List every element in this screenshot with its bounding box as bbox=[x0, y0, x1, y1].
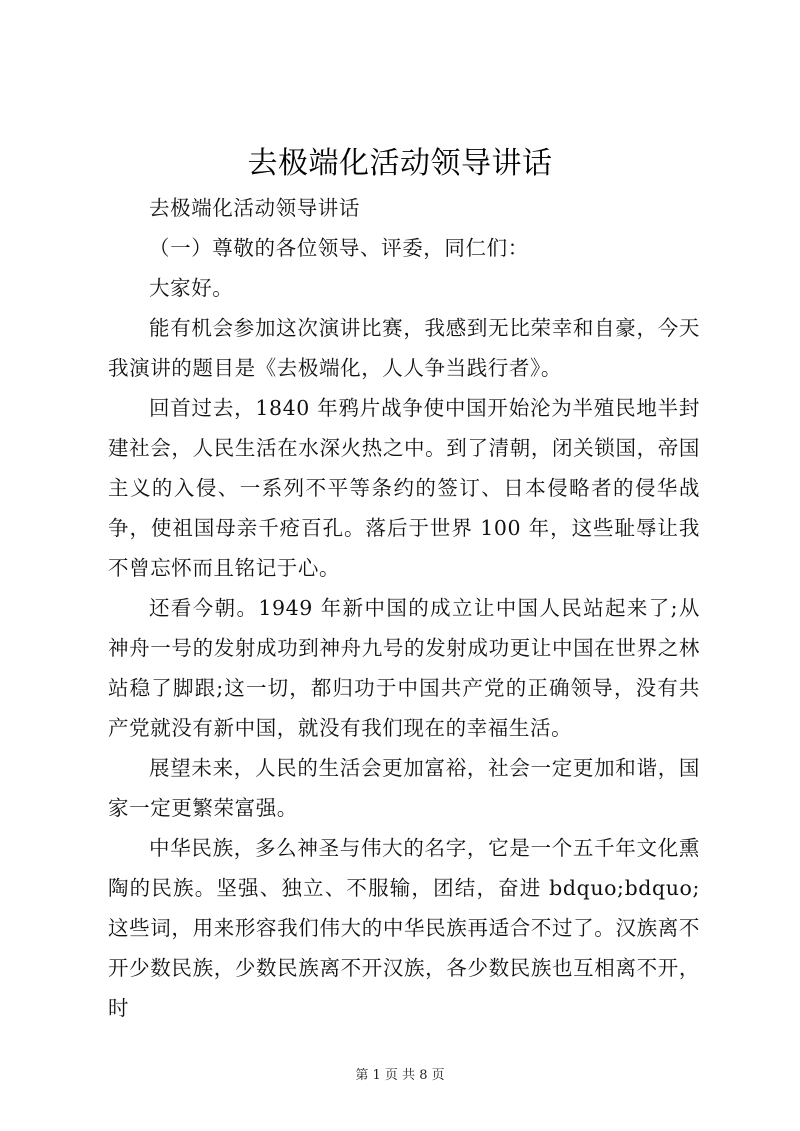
document-title: 去极端化活动领导讲话 bbox=[247, 146, 553, 181]
paragraph-future: 展望未来，人民的生活会更加富裕，社会一定更加和谐，国家一定更繁荣富强。 bbox=[108, 756, 700, 820]
paragraph-intro: 能有机会参加这次演讲比赛，我感到无比荣幸和自豪，今天我演讲的题目是《去极端化，人人争当践行者》。 bbox=[108, 316, 700, 380]
page-footer: 第 1 页 共 8 页 bbox=[355, 1068, 445, 1083]
paragraph-salutation: （一）尊敬的各位领导、评委，同仁们： bbox=[149, 236, 529, 260]
paragraph-history: 回首过去，1840 年鸦片战争使中国开始沦为半殖民地半封建社会，人民生活在水深火热之中。到了清朝，闭关锁国，帝国主义的入侵、一系列不平等条约的签订、日本侵略者的侵华战争，使祖国母亲千疮百孔。落后于世界 100 年，这些耻辱让我不曾忘怀而且铭记于心。 bbox=[108, 396, 700, 580]
paragraph-subtitle: 去极端化活动领导讲话 bbox=[149, 196, 360, 220]
paragraph-nation: 中华民族，多么神圣与伟大的名字，它是一个五千年文化熏陶的民族。坚强、独立、不服输，团结，奋进 bdquo;bdquo;这些词，用来形容我们伟大的中华民族再适合不过了。汉族离不开少数民族，少数民族离不开汉族，各少数民族也互相离不开，时 bbox=[108, 836, 700, 1020]
document-body bbox=[108, 188, 700, 1028]
paragraph-greeting: 大家好。 bbox=[149, 276, 234, 300]
paragraph-present: 还看今朝。1949 年新中国的成立让中国人民站起来了;从神舟一号的发射成功到神舟九号的发射成功更让中国在世界之林站稳了脚跟;这一切，都归功于中国共产党的正确领导，没有共产党就没有新中国，就没有我们现在的幸福生活。 bbox=[108, 596, 700, 740]
